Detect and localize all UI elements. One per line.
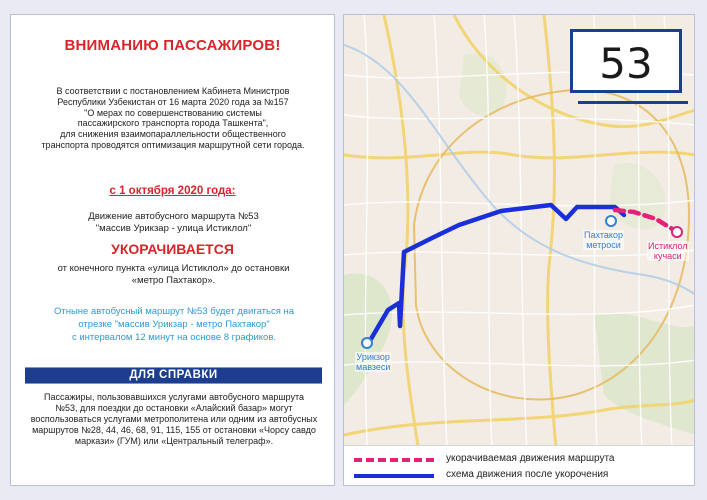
intro-line: Республики Узбекистан от 16 марта 2020 года за №157 [57,96,289,107]
info-bar [25,367,322,384]
help-line: Пассажиры, пользовавшихся услугами автобусного маршрута [44,392,304,402]
route-number-underline [578,101,688,104]
pakhtakor-stop-label [583,230,624,250]
intro-line: "О мерах по совершенствованию системы [84,107,262,118]
notice-intro [23,86,323,151]
istiklol-stop-marker [672,227,682,237]
help-line: №53, для поездки до остановки «Алайский базар» могут [55,403,293,413]
new-route-line: отрезке "массив Урикзар - метро Пахтакор" [78,319,270,330]
new-route-line: с интервалом 12 минут на основе 8 графиков. [71,332,277,343]
help-text [19,392,329,447]
stop-label-line: метроси [586,240,621,250]
new-route-line: Отныне автобусный маршрут №53 будет двигаться на [53,306,295,317]
route-desc-line: "массив Урикзар - улица Истиклол" [95,223,252,234]
istiklol-stop-label [647,241,689,261]
terminal-desc-line: «метро Пахтакор». [131,275,216,286]
notice-title: ВНИМАНИЮ ПАССАЖИРОВ! [64,37,281,54]
legend-current-route [354,469,684,483]
stop-label-line: Истиклол [648,241,688,251]
help-line: маркази» (ГУМ) или «Центральный телеграф». [74,436,274,446]
stop-label-line: кучаси [653,251,682,261]
info-bar-label: ДЛЯ СПРАВКИ [129,369,218,381]
route-description [21,211,326,235]
stop-label-line: Пахтакор [584,230,623,240]
route-number: 53 [599,39,653,88]
intro-line: В соответствии с постановлением Кабинета Министров [56,86,290,96]
effective-date: с 1 октября 2020 года: [109,185,236,197]
stop-label-line: мавзеси [356,362,391,372]
intro-line: транспорта проводятся оптимизация маршрутной сети города. [41,139,305,150]
legend-dashed-swatch [354,458,434,462]
stop-label-line: Урикзор [356,352,390,362]
intro-line: пассажирского транспорта города Ташкента", [77,118,269,129]
notice-panel [10,14,335,486]
urikzor-stop-marker [362,338,372,348]
help-line: воспользоваться услугами метрополитена или одним из автобусных [30,414,318,424]
terminal-desc-line: от конечного пункта «улица Истиклол» до остановки [57,263,290,274]
help-line: маршрутов №28, 44, 46, 68, 91, 115, 155 от остановки «Чорсу савдо [32,425,316,435]
pakhtakor-stop-marker [606,216,616,226]
map-legend [344,445,694,485]
intro-line: для снижения взаимопараллельности общественного [60,129,286,140]
route-desc-line: Движение автобусного маршрута №53 [88,211,259,222]
legend-removed-route [354,453,684,467]
shortened-heading: УКОРАЧИВАЕТСЯ [111,241,234,257]
terminal-description [21,263,326,287]
route-number-badge [570,29,682,93]
urikzor-stop-label [355,352,391,372]
legend-current-label: схема движения после укорочения [446,469,609,480]
new-route-description [19,305,329,344]
legend-solid-swatch [354,474,434,478]
map-panel [343,14,695,486]
legend-removed-label: укорачиваемая движения маршрута [446,453,615,464]
